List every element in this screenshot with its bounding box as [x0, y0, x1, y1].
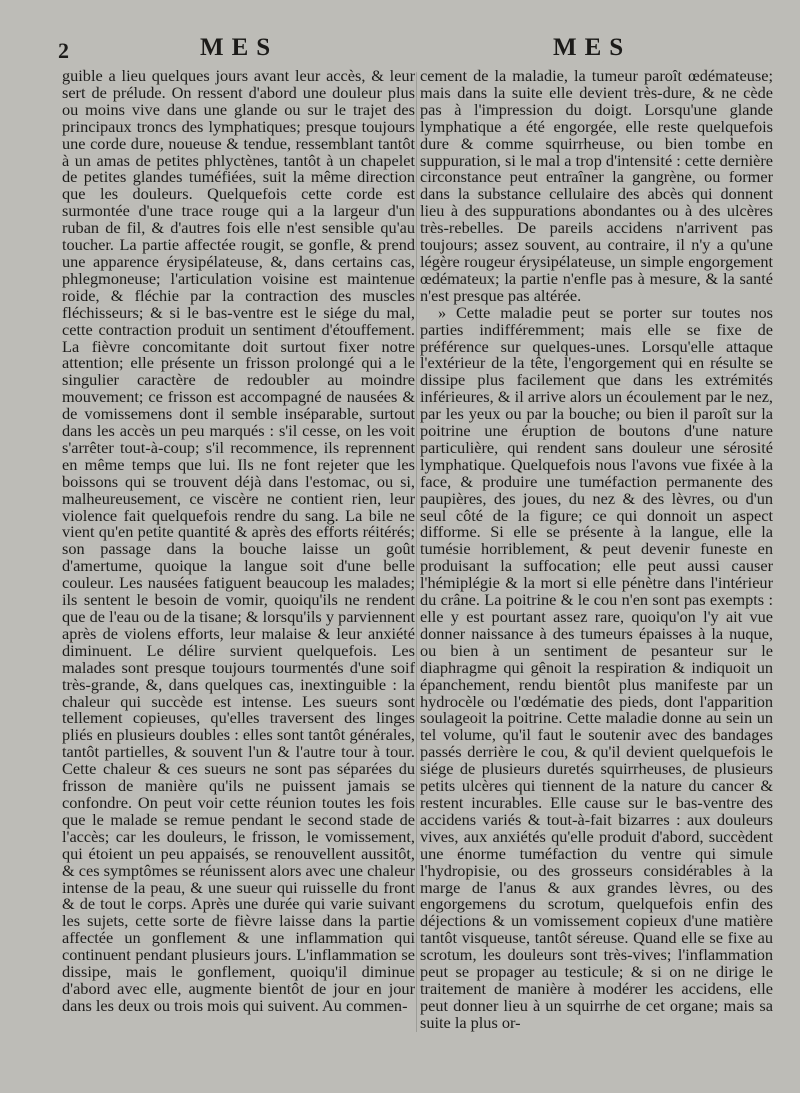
text-column-right: [420, 68, 773, 1032]
text-column-left: [62, 68, 415, 1015]
paragraph: » Cette maladie peut se porter sur toutes nos parties indifféremment; mais elle se fixe de préférence sur quelques-unes. Lorsqu'elle attaque l'extérieur de la tête, l'engorgement qui en résulte se dissipe plus facilement que dans les extrémités inférieures, & il arrive alors un écoulement par le nez, par les yeux ou par la bouche; ou bien il paroît sur la poitrine une éruption de boutons d'une nature particulière, qui rendent sans douleur une sérosité lymphatique. Quelquefois nous l'avons vue fixée à la face, & produire une tuméfaction permanente des paupières, des joues, du nez & des lèvres, ou d'un seul côté de la figure; ce qui donnoit un aspect difforme. Si elle se présente à la langue, elle la tumésie horriblement, & peut devenir funeste en produisant la suffocation; elle peut aussi causer l'hémiplégie & la mort si elle pénètre dans l'intérieur du crâne. La poitrine & le cou n'en sont pas exempts : elle y est pourtant assez rare, quoiqu'on l'y ait vue donner naissance à des tumeurs épaisses à la nuque, ou bien à un sentiment de pesanteur sur le diaphragme qui gênoit la respiration & indiquoit un épanchement, rendu bientôt plus manifeste par un hydrocèle ou l'œdématie des pieds, dont l'apparition soulageoit la poitrine. Cette maladie donne au sein un tel volume, qu'il faut le soutenir avec des bandages passés derrière le cou, & qu'il devient quelquefois le siége de plusieurs duretés squirrheuses, de plusieurs petits ulcères qui tiennent de la nature du cancer & restent incurables. Elle cause sur le bas-ventre des accidens variés & tout-à-fait bizarres : aux douleurs vives, aux anxiétés qu'elle produit d'abord, succèdent une énorme tuméfaction du ventre qui simule l'hydropisie, ou des grosseurs considérables à la marge de l'anus & aux grandes lèvres, ou des engorgemens du scrotum, quelquefois enfin des déjections & un vomissement copieux d'une matière tantôt visqueuse, tantôt séreuse. Quand elle se fixe au scrotum, les douleurs sont très-vives; l'inflammation peut se propager au testicule; & si on ne dirige le traitement de manière à modérer les accidens, elle peut donner lieu à un squirrhe de cet organe; mais sa suite la plus or-: [420, 302, 773, 1032]
column-divider: [416, 72, 417, 1032]
paragraph: guible a lieu quelques jours avant leur accès, & leur sert de prélude. On ressent d'abord une douleur plus ou moins vive dans une glande ou sur le trajet des principaux troncs des lymphatiques; presque toujours une corde dure, noueuse & tendue, ressemblant tantôt à un amas de petites phlyctènes, tantôt à un chapelet de petites glandes tuméfiées, suit la même direction que les douleurs. Quelquefois cette corde est surmontée d'une trace rouge qui a la largeur d'un ruban de fil, & d'autres fois elle n'est sensible qu'au toucher. La partie affectée rougit, se gonfle, & prend une apparence érysipélateuse, &, dans certains cas, phlegmoneuse; l'articulation voisine est maintenue roide, & fléchie par la contraction des muscles fléchisseurs; & si le bas-ventre est le siége du mal, cette contraction produit un sentiment d'étouffement. La fièvre concomitante doit surtout fixer notre attention; elle présente un frisson prolongé qui a le singulier caractère de redoubler au moindre mouvement; ce frisson est accompagné de nausées & de vomissemens dont il semble inséparable, surtout dans les accès un peu marqués : s'il cesse, on les voit s'arrêter tout-à-coup; s'il recommence, ils reprennent en même temps que lui. Ils ne font rejeter que les boissons qui se trouvent déjà dans l'estomac, ou si, malheureusement, ce viscère ne contient rien, leur violence fait quelquefois rendre du sang. La bile ne vient qu'en petite quantité & après des efforts réitérés; son passage dans la bouche laisse un goût d'amertume, quoique la langue soit d'une belle couleur. Les nausées fatiguent beaucoup les malades; ils sentent le besoin de vomir, quoiqu'ils ne rendent que de l'eau ou de la tisane; & lorsqu'ils y parviennent après de violens efforts, leur malaise & leur anxiété diminuent. Le délire survient quelquefois. Les malades sont presque toujours tourmentés d'une soif très-grande, &, dans quelques cas, inextinguible : la chaleur qui succède est intense. Les sueurs sont tellement copieuses, qu'elles traversent des linges pliés en plusieurs doubles : elles sont tantôt générales, tantôt partielles, & souvent l'un & l'autre tour à tour. Cette chaleur & ces sueurs ne sont pas séparées du frisson de manière qu'ils ne puissent jamais se confondre. On peut voir cette réunion toutes les fois que le malade se remue pendant le second stade de l'accès; car les douleurs, le frisson, le vomissement, qui étoient un peu appaisés, se renouvellent aussitôt, & ces symptômes se réunissent alors avec une chaleur intense de la peau, & une sueur qui ruisselle du front & de tout le corps. Après une durée qui varie suivant les sujets, cette sorte de fièvre laisse dans la partie affectée un gonflement & une inflammation qui continuent pendant plusieurs jours. L'inflammation se dissipe, mais le gonflement, quoiqu'il diminue d'abord avec elle, augmente bientôt de jour en jour dans les deux ou trois mois qui suivent. Au commen-: [62, 66, 415, 1015]
running-title-left: MES: [200, 34, 279, 61]
paragraph: cement de la maladie, la tumeur paroît œdémateuse; mais dans la suite elle devient très-dure, & ne cède pas à l'impression du doigt. Lorsqu'une glande lymphatique a été engorgée, elle reste quelquefois dure & comme squirrheuse, ou bien tombe en suppuration, si le mal a trop d'intensité : cette dernière circonstance peut entraîner la gangrène, ou former dans la substance cellulaire des abcès qui donnent lieu à des suppurations abondantes ou à des ulcères très-rebelles. De pareils accidens n'arrivent pas toujours; assez souvent, au contraire, il n'y a qu'une légère rougeur érysipélateuse, un simple engorgement œdémateux; la partie n'enfle pas à mesure, & la santé n'est presque pas altérée.: [420, 66, 773, 305]
page-number: 2: [58, 38, 69, 63]
running-title-right: MES: [553, 34, 632, 61]
page-header: [0, 30, 800, 64]
